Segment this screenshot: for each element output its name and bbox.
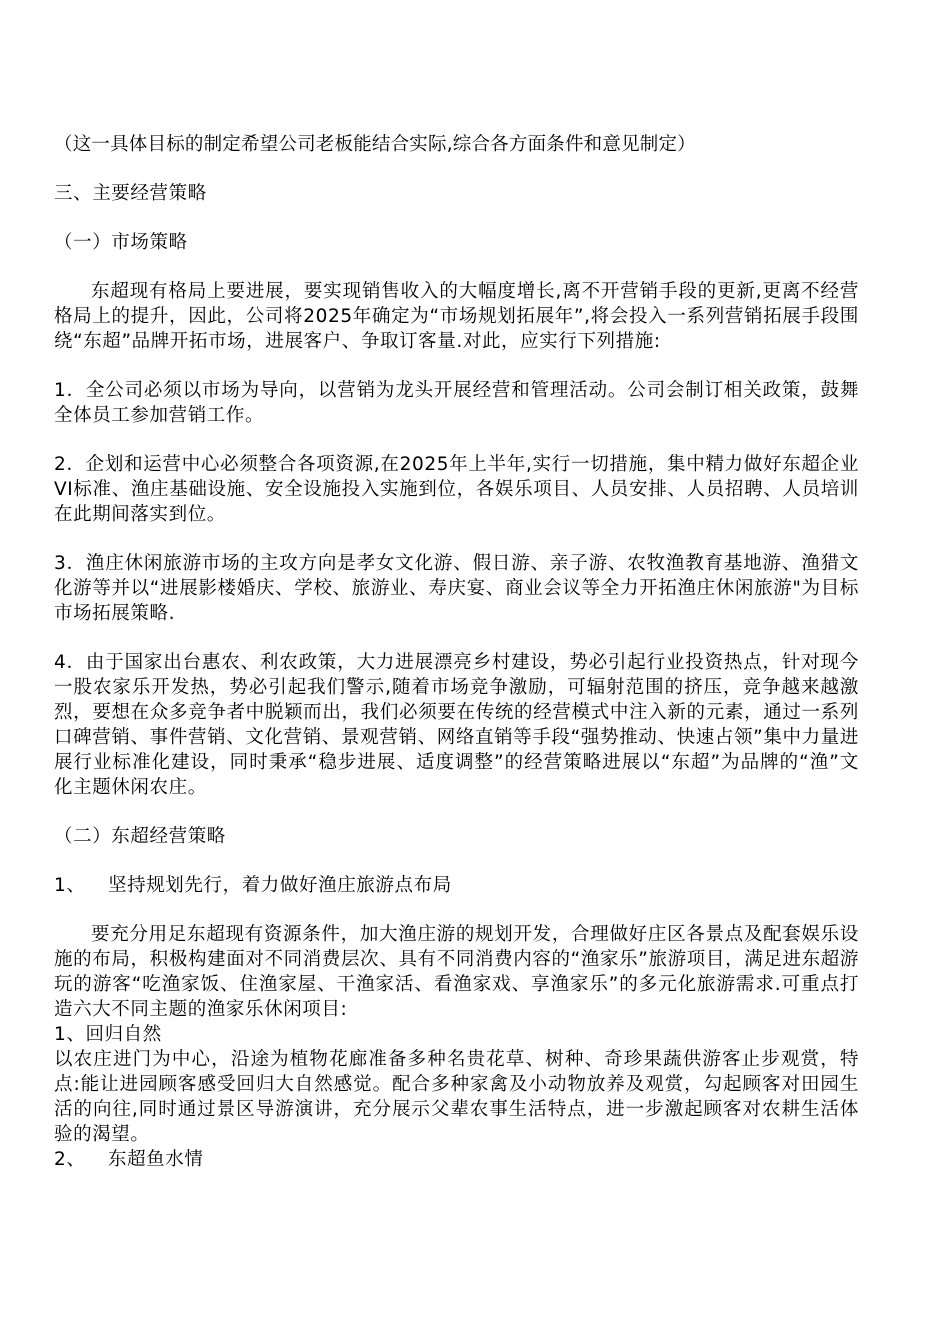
item-1-number: 1、 bbox=[54, 875, 86, 896]
item-2-title: 东超鱼水情 bbox=[108, 1149, 204, 1170]
planning-note: （这一具体目标的制定希望公司老板能结合实际,综合各方面条件和意见制定） bbox=[54, 134, 696, 155]
measure-4-paragraph: 4．由于国家出台惠农、利农政策，大力进展漂亮乡村建设，势必引起行业投资热点，针对现今一股农家乐开发热，势必引起我们警示,随着市场竞争激励，可辐射范围的挤压，竞争越来越激烈，要想在众多竞争者中脱颖而出，我们必须要在传统的经营模式中注入新的元素，通过一系列口碑营销、事件营销、文化营销、景观营销、网络直销等手段“强势推动、快速占领”集中力量进展行业标准化建设，同时秉承“稳步进展、适度调整”的经营策略进展以“东超”为品牌的“渔”文化主题休闲农庄。 bbox=[54, 652, 859, 798]
subsection-heading-market: （一）市场策略 bbox=[54, 232, 188, 253]
theme-1-heading: 1、回归自然 bbox=[54, 1024, 162, 1045]
item-2-number: 2、 bbox=[54, 1149, 86, 1170]
subsection-heading-operation: （二）东超经营策略 bbox=[54, 826, 226, 847]
theme-1-body-paragraph: 以农庄进门为中心，沿途为植物花廊准备多种名贵花草、树种、奇珍果蔬供游客止步观赏，特点:能让进园顾客感受回归大自然感觉。配合多种家禽及小动物放养及观赏，勾起顾客对田园生活的向往,同时通过景区导游演讲，充分展示父辈农事生活特点，进一步激起顾客对农耕生活体验的渴望。 bbox=[54, 1049, 859, 1145]
item-1-body-paragraph: 要充分用足东超现有资源条件，加大渔庄游的规划开发，合理做好庄区各景点及配套娱乐设施的布局，积极构建面对不同消费层次、具有不同消费内容的“渔家乐”旅游项目，满足进东超游玩的游客“吃渔家饭、住渔家屋、干渔家活、看渔家戏、享渔家乐”的多元化旅游需求.可重点打造六大不同主题的渔家乐休闲项目: bbox=[54, 924, 859, 1020]
item-2-heading bbox=[54, 1147, 859, 1172]
market-intro-paragraph: 东超现有格局上要进展，要实现销售收入的大幅度增长,离不开营销手段的更新,更离不经营格局上的提升，因此，公司将2025年确定为“市场规划拓展年”,将会投入一系列营销拓展手段围绕“东超”品牌开拓市场，进展客户、争取订客量.对此，应实行下列措施: bbox=[54, 281, 859, 352]
item-1-title: 坚持规划先行，着力做好渔庄旅游点布局 bbox=[108, 875, 452, 896]
measure-3-paragraph: 3．渔庄休闲旅游市场的主攻方向是孝女文化游、假日游、亲子游、农牧渔教育基地游、渔猎文化游等并以“进展影楼婚庆、学校、旅游业、寿庆宴、商业会议等全力开拓渔庄休闲旅游"为目标市场拓展策略. bbox=[54, 553, 859, 624]
measure-2-paragraph: 2．企划和运营中心必须整合各项资源,在2025年上半年,实行一切措施，集中精力做好东超企业VI标准、渔庄基础设施、安全设施投入实施到位，各娱乐项目、人员安排、人员招聘、人员培训在此期间落实到位。 bbox=[54, 454, 859, 525]
item-1-heading bbox=[54, 873, 859, 898]
document-page bbox=[54, 132, 859, 1172]
section-heading-strategy: 三、主要经营策略 bbox=[54, 183, 207, 204]
measure-1-paragraph: 1．全公司必须以市场为导向，以营销为龙头开展经营和管理活动。公司会制订相关政策，鼓舞全体员工参加营销工作。 bbox=[54, 380, 859, 426]
